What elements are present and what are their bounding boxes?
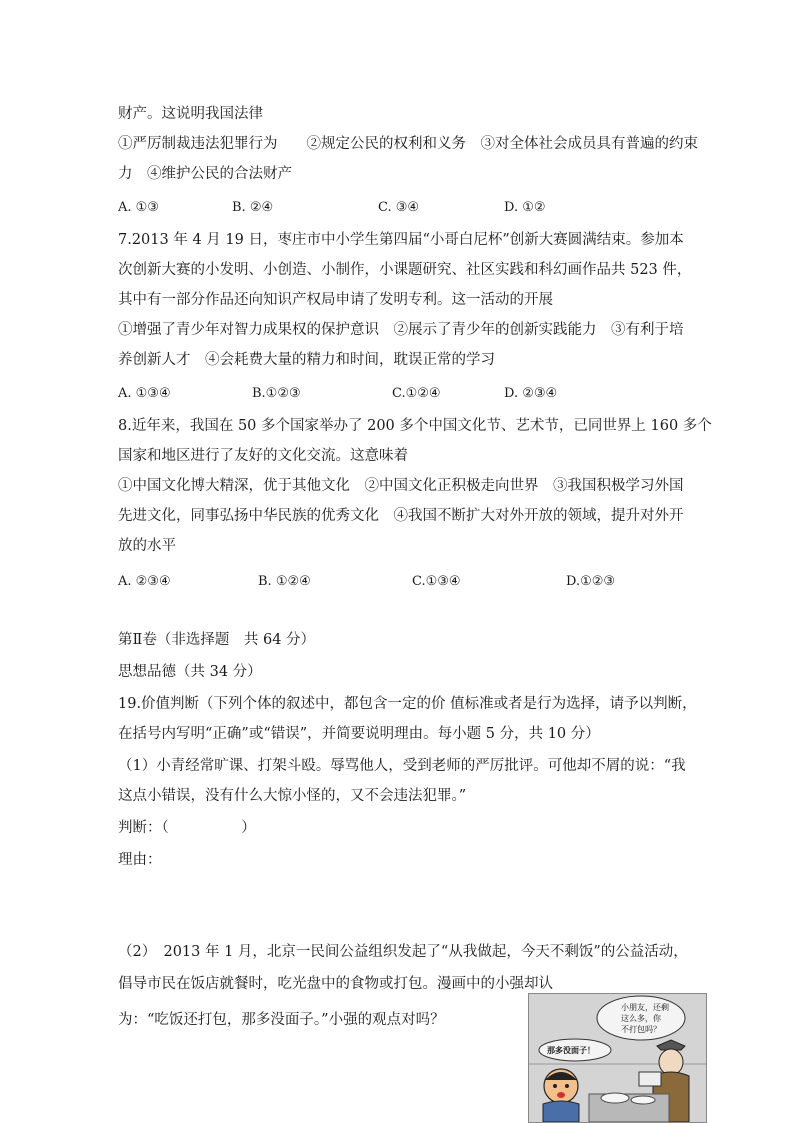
- q8-choices-line-1: ①中国文化博大精深，优于其他文化 ②中国文化正积极走向世界 ③我国积极学习外国: [118, 478, 684, 494]
- q6-choices-line-1: ①严厉制裁违法犯罪行为 ②规定公民的权利和义务 ③对全体社会成员具有普遍的约束: [118, 136, 698, 152]
- svg-text:这么多，你: 这么多，你: [621, 1014, 661, 1023]
- q19-stem-line-2: 在括号内写明“正确”或“错误”，并简要说明理由。每小题 5 分，共 10 分）: [118, 726, 600, 742]
- q19-sub1-line-1: （1）小青经常旷课、打架斗殴。辱骂他人，受到老师的严厉批评。可他却不屑的说：“我: [118, 758, 686, 774]
- judge-label: 判断：（ ）: [118, 820, 256, 836]
- cartoon-illustration: [528, 993, 707, 1123]
- q7-stem-line-2: 次创新大赛的小发明、小创造、小制作，小课题研究、社区实践和科幻画作品共 523 件，: [118, 262, 692, 278]
- q19-sub2-line-2: 倡导市民在饭店就餐时，吃光盘中的食物或打包。漫画中的小强却认: [118, 976, 553, 992]
- svg-text:不打包吗？: 不打包吗？: [621, 1025, 661, 1034]
- q19-sub2-line-1: （2） 2013 年 1 月，北京一民间公益组织发起了“从我做起，今天不剩饭”的公益活动，: [118, 944, 688, 960]
- q6-stem-end: 财产。这说明我国法律: [118, 106, 263, 122]
- q6-choices-line-2: 力 ④维护公民的合法财产: [118, 166, 292, 182]
- q7-choices-line-1: ①增强了青少年对智力成果权的保护意识 ②展示了青少年的创新实践能力 ③有利于培: [118, 322, 684, 338]
- svg-text:那多没面子！: 那多没面子！: [547, 1046, 595, 1055]
- q8-choices-line-2: 先进文化，同事弘扬中华民族的优秀文化 ④我国不断扩大对外开放的领域，提升对外开: [118, 508, 684, 524]
- q19-sub1-line-2: 这点小错误，没有什么大惊小怪的，又不会违法犯罪。”: [118, 788, 467, 804]
- q7-stem-line-1: 7.2013 年 4 月 19 日，枣庄市中小学生第四届“小哥白尼杯”创新大赛圆满结束。参加本: [118, 232, 684, 248]
- q7-choices-line-2: 养创新人才 ④会耗费大量的精力和时间，耽误正常的学习: [118, 352, 495, 368]
- q8-option-d: D.①②③: [566, 574, 616, 589]
- cartoon-drawing: [529, 994, 706, 1122]
- svg-text:小朋友，还剩: 小朋友，还剩: [621, 1003, 669, 1012]
- q8-stem-line-2: 国家和地区进行了友好的文化交流。这意味着: [118, 448, 408, 464]
- q7-option-c: C.①②④: [392, 386, 441, 401]
- q6-option-a: A. ①③: [118, 200, 159, 215]
- part2-heading: 第Ⅱ卷（非选择题 共 64 分）: [118, 632, 316, 648]
- q8-choices-line-3: 放的水平: [118, 538, 176, 554]
- q7-option-d: D. ②③④: [504, 386, 558, 401]
- q8-stem-line-1: 8.近年来，我国在 50 多个国家举办了 200 多个中国文化节、艺术节，已同世界上 160 多个: [118, 418, 712, 434]
- q7-stem-line-3: 其中有一部分作品还向知识产权局申请了发明专利。这一活动的开展: [118, 292, 553, 308]
- q7-option-a: A. ①③④: [118, 386, 171, 401]
- q8-option-a: A. ②③④: [118, 574, 171, 589]
- q7-option-b: B.①②③: [252, 386, 301, 401]
- q19-sub2-line-3: 为：“吃饭还打包，那多没面子。”小强的观点对吗？: [118, 1012, 445, 1028]
- section-heading: 思想品德（共 34 分）: [118, 664, 262, 680]
- q8-option-b: B. ①②④: [258, 574, 311, 589]
- q6-option-d: D. ①②: [504, 200, 546, 215]
- reason-label: 理由：: [118, 852, 162, 868]
- q8-option-c: C.①③④: [412, 574, 461, 589]
- q6-option-c: C. ③④: [378, 200, 420, 215]
- q19-stem-line-1: 19.价值判断（下列个体的叙述中，都包含一定的价 值标准或者是行为选择，请予以判断，: [118, 696, 697, 712]
- q6-option-b: B. ②④: [232, 200, 274, 215]
